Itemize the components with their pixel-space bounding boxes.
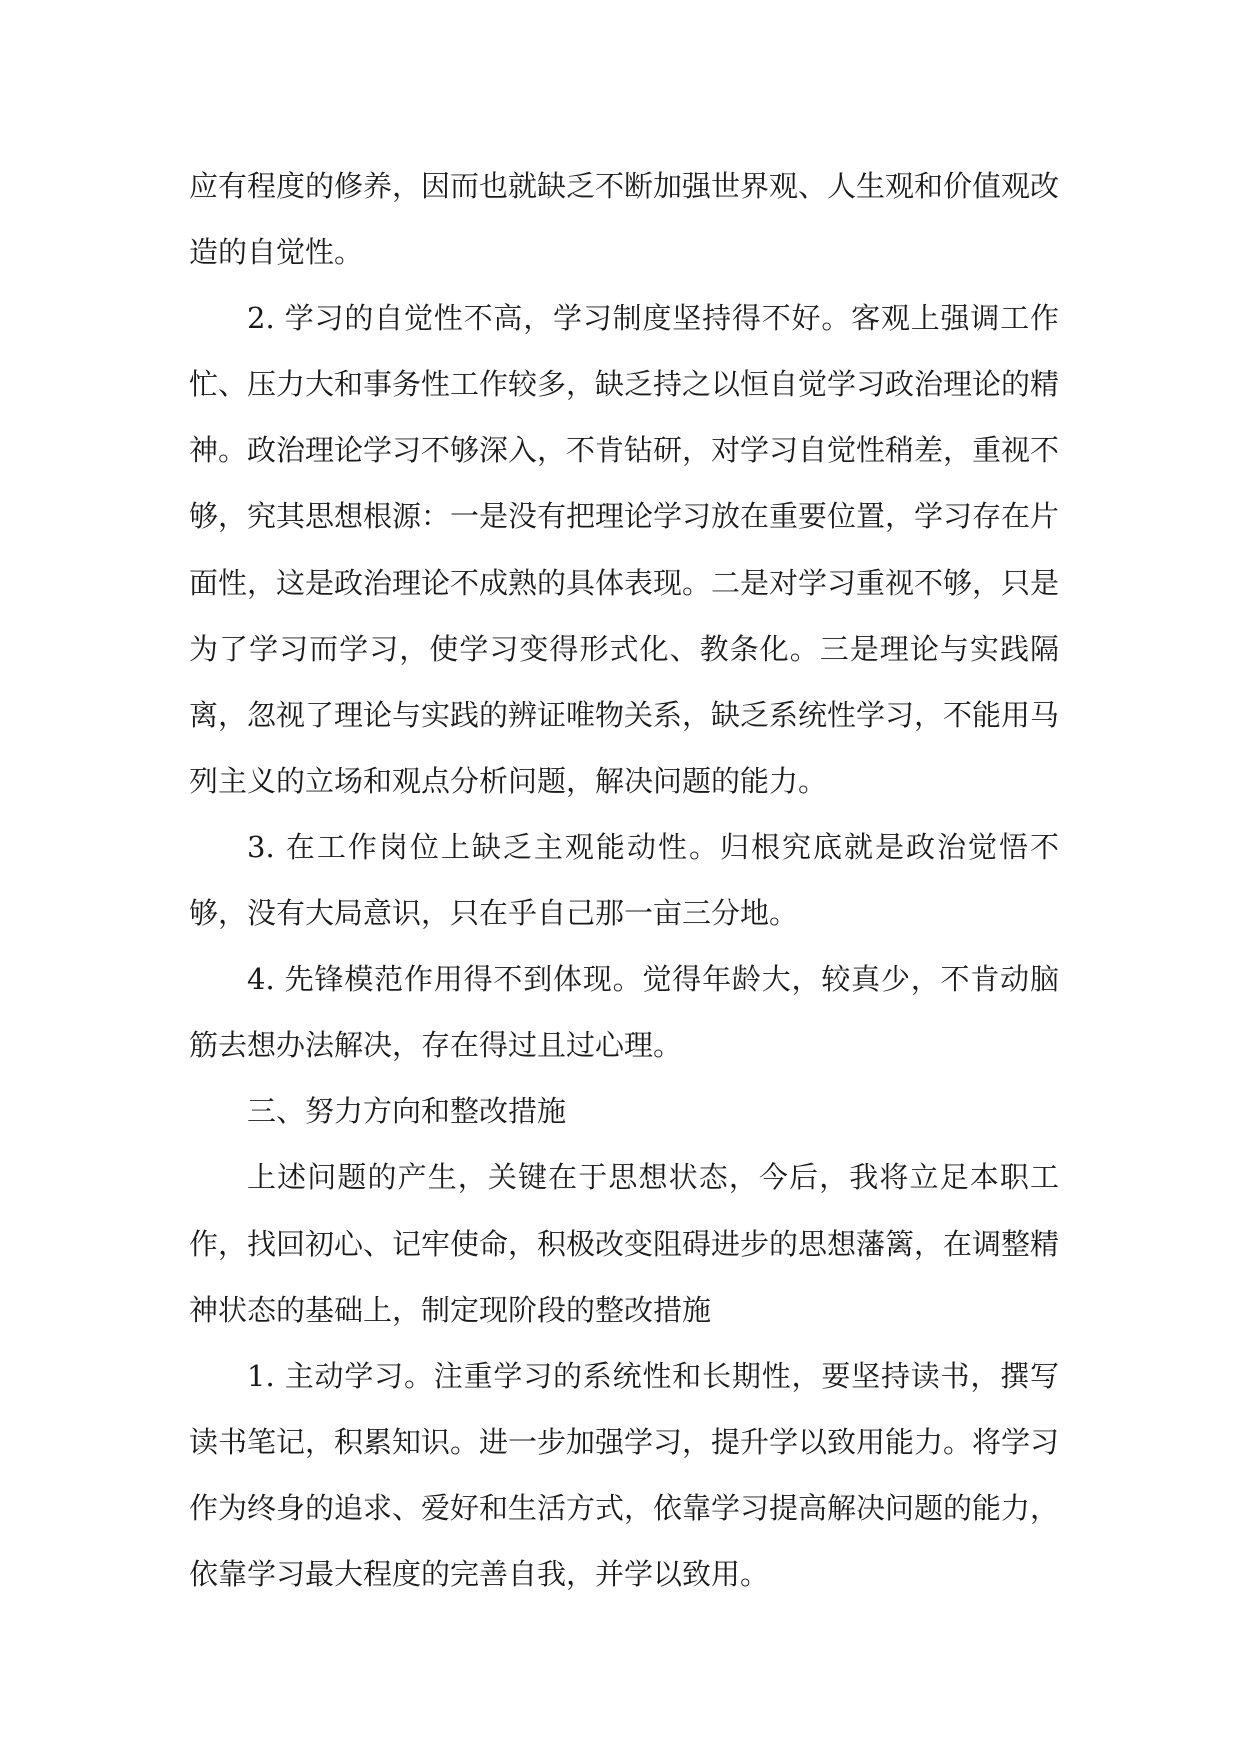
paragraph-measure-1: 1. 主动学习。注重学习的系统性和长期性，要坚持读书，撰写读书笔记，积累知识。进一步加强学习，提升学以致用能力。将学习作为终身的追求、爱好和生活方式，依靠学习提高解决问题的能力，依靠学习最大程度的完善自我，并学以致用。 [189,1358,1060,1591]
paragraph-item-2: 2. 学习的自觉性不高，学习制度坚持得不好。客观上强调工作忙、压力大和事务性工作较多，缺乏持之以恒自觉学习政治理论的精神。政治理论学习不够深入，不肯钻研，对学习自觉性稍差，重视不够，究其思想根源：一是没有把理论学习放在重要位置，学习存在片面性，这是政治理论不成熟的具体表现。二是对学习重视不够，只是为了学习而学习，使学习变得形式化、教条化。三是理论与实践隔离，忽视了理论与实践的辨证唯物关系，缺乏系统性学习，不能用马列主义的立场和观点分析问题，解决问题的能力。 [189,301,1060,798]
paragraph-item-4: 4. 先锋模范作用得不到体现。觉得年龄大，较真少，不肯动脑筋去想办法解决，存在得过且过心理。 [189,962,1059,1063]
section-heading: 三、努力方向和整改措施 [247,1094,567,1129]
paragraph-section-intro: 上述问题的产生，关键在于思想状态，今后，我将立足本职工作，找回初心、记牢使命，积极改变阻碍进步的思想藩篱，在调整精神状态的基础上，制定现阶段的整改措施 [189,1160,1060,1327]
document-body [189,153,1059,1607]
paragraph-item-3: 3. 在工作岗位上缺乏主观能动性。归根究底就是政治觉悟不够，没有大局意识，只在乎自己那一亩三分地。 [189,829,1059,931]
paragraph-continuation: 应有程度的修养，因而也就缺乏不断加强世界观、人生观和价值观改造的自觉性。 [189,169,1060,270]
